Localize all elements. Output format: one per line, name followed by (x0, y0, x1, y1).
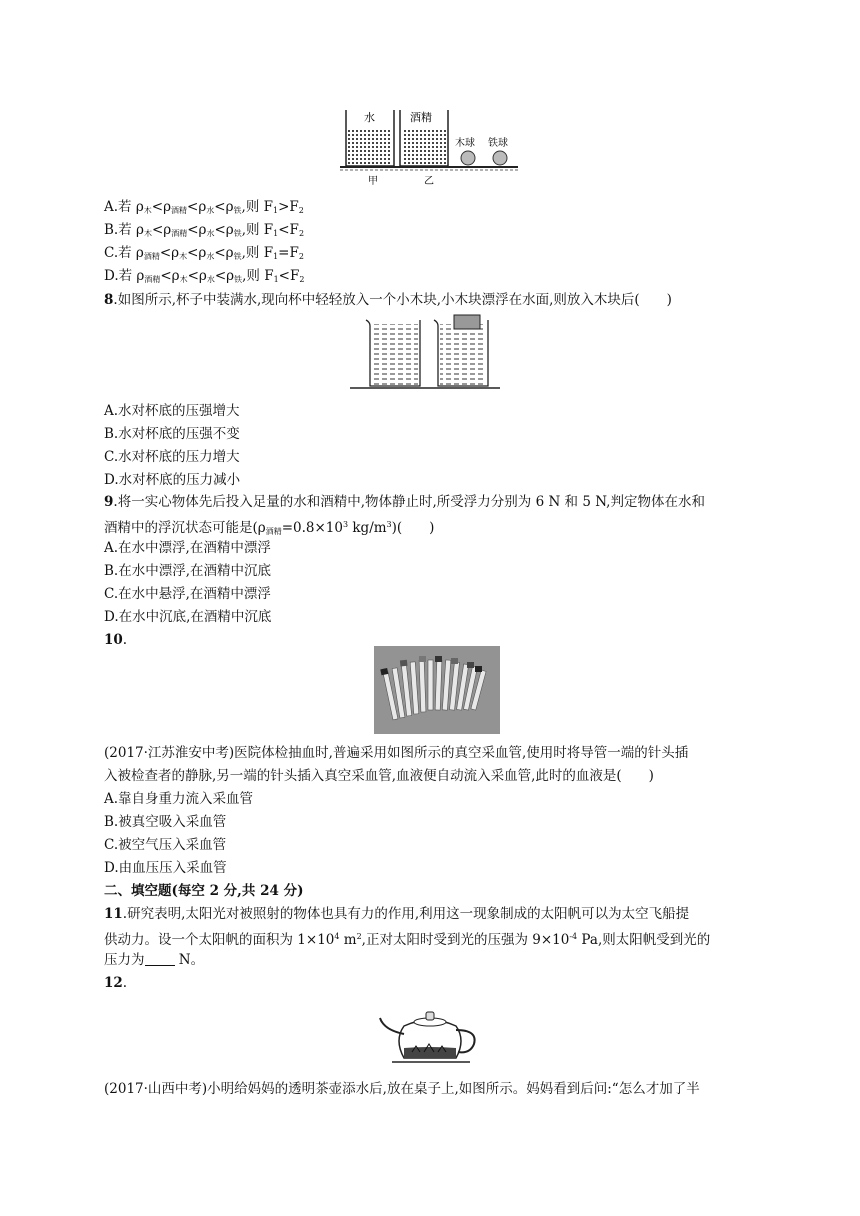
label-wood: 木球 (455, 138, 475, 149)
label-jia: 甲 (368, 176, 378, 187)
q7-option-d: D.若 $\rho_{酒精}<\rho_木<\rho_水<\rho_铁$,则 $F_1<F_2$ (104, 268, 305, 284)
label-alcohol: 酒精 (410, 111, 432, 124)
q7-option-b: B.若 $\rho_木<\rho_{酒精}<\rho_水<\rho_铁$,则 $F_1<F_2$ (104, 222, 305, 238)
label-iron: 铁球 (488, 138, 508, 149)
q10-stem-line2: 入被检查者的静脉,另一端的针头插入真空采血管,血液便自动流入采血管,此时的血液是( ) (104, 768, 654, 784)
answer-blank[interactable] (145, 953, 175, 966)
section-heading: 二、填空题(每空 2 分,共 24 分) (104, 883, 304, 899)
q9-option-d: D.在水中沉底,在酒精中沉底 (104, 609, 272, 625)
q9-option-c: C.在水中悬浮,在酒精中漂浮 (104, 586, 271, 602)
label-yi: 乙 (424, 176, 434, 187)
q7-option-c: C.若 $\rho_{酒精}<\rho_木<\rho_水<\rho_铁$,则 $F_1=F_2$ (104, 245, 304, 261)
blood-tubes-photo (374, 646, 500, 734)
q10-option-b: B.被真空吸入采血管 (104, 814, 227, 830)
q8-option-c: C.水对杯底的压力增大 (104, 449, 240, 465)
q11-stem-line2: 供动力。设一个太阳帆的面积为 $1\times 10^4$ $m^2$,正对太阳时受到光的压强为 $9\times 10^{-4}$ Pa,则太阳帆受到光的 (104, 932, 711, 948)
q9-stem-line2: 酒精中的浮沉状态可能是($\rho_{酒精}=0.8\times 10^3$ $kg/m^3$)( ) (104, 520, 435, 536)
q10-number: 10. (104, 632, 128, 648)
q10-stem-line1: (2017·江苏淮安中考)医院体检抽血时,普遍采用如图所示的真空采血管,使用时将导管一端的针头插 (104, 745, 689, 761)
teapot-figure (374, 1000, 486, 1070)
q8-option-b: B.水对杯底的压强不变 (104, 426, 240, 442)
q10-option-d: D.由血压压入采血管 (104, 860, 227, 876)
cups-figure (350, 312, 500, 392)
q12-stem-line1: (2017·山西中考)小明给妈妈的透明茶壶添水后,放在桌子上,如图所示。妈妈看到后问:“怎么才加了半 (104, 1081, 700, 1097)
q7-option-a: A.若 $\rho_木<\rho_{酒精}<\rho_水<\rho_铁$,则 $F_1>F_2$ (104, 199, 304, 215)
q9-option-b: B.在水中漂浮,在酒精中沉底 (104, 563, 272, 579)
q8-stem: 8.如图所示,杯子中装满水,现向杯中轻轻放入一个小木块,小木块漂浮在水面,则放入木块后( ) (104, 292, 672, 308)
beakers-figure (340, 106, 520, 188)
q12-number: 12. (104, 975, 128, 991)
q9-stem-line1: 9.将一实心物体先后投入足量的水和酒精中,物体静止时,所受浮力分别为 6 N 和 5 N,判定物体在水和 (104, 494, 705, 510)
q8-option-a: A.水对杯底的压强增大 (104, 403, 240, 419)
label-water: 水 (364, 111, 375, 124)
q10-option-a: A.靠自身重力流入采血管 (104, 791, 254, 807)
q11-stem-line1: 11.研究表明,太阳光对被照射的物体也具有力的作用,利用这一现象制成的太阳帆可以为太空飞船提 (104, 906, 690, 922)
q9-option-a: A.在水中漂浮,在酒精中漂浮 (104, 540, 271, 556)
q8-option-d: D.水对杯底的压力减小 (104, 472, 241, 488)
q10-option-c: C.被空气压入采血管 (104, 837, 227, 853)
q11-stem-line3: 压力为 N。 (104, 952, 205, 968)
